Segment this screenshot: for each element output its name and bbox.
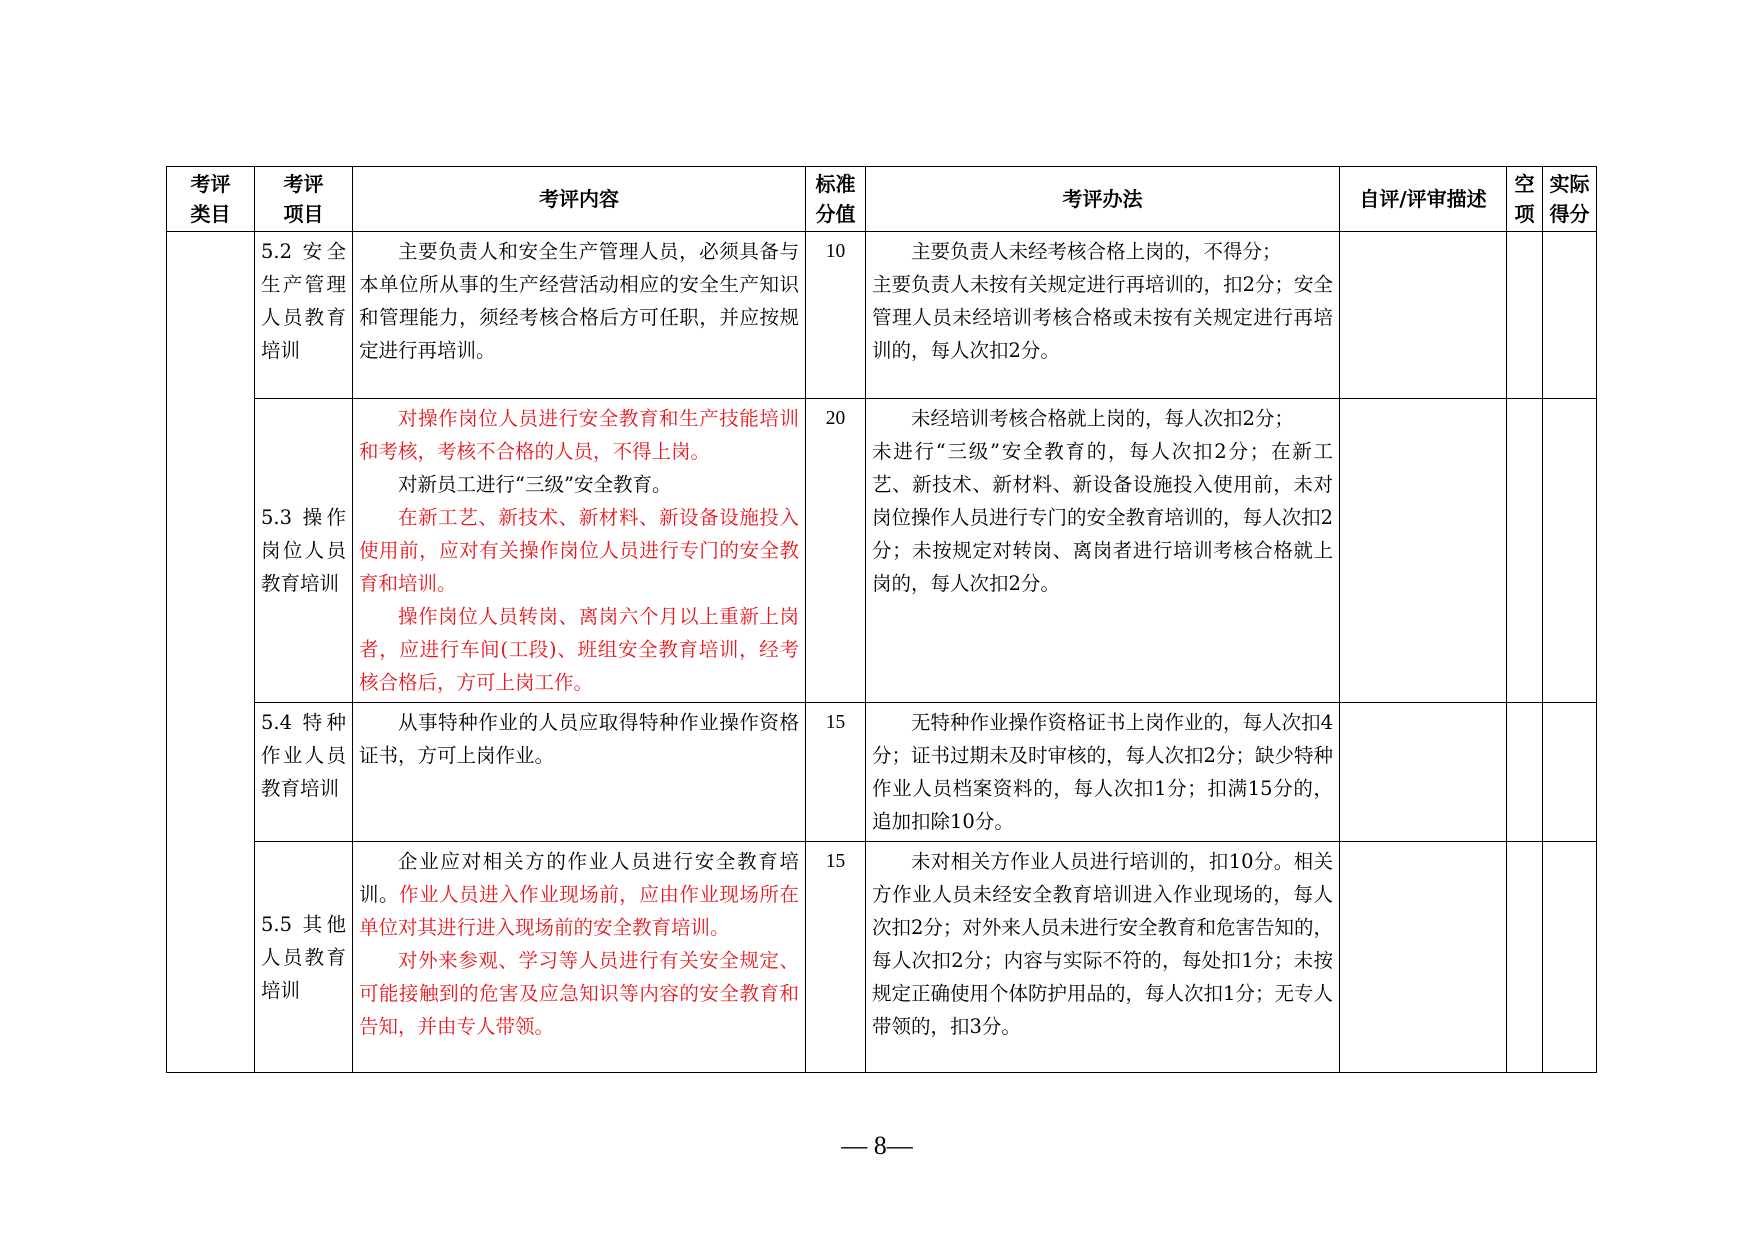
- item-cell: 5.4 特种作业人员教育培训: [255, 703, 353, 842]
- method-paragraph: 主要负责人未经考核合格上岗的，不得分；: [911, 240, 1282, 263]
- method-cell: [866, 399, 1340, 703]
- self-review-cell[interactable]: [1340, 842, 1507, 1073]
- blank-cell[interactable]: [1507, 842, 1543, 1073]
- header-self-review: 自评/评审描述: [1340, 167, 1507, 232]
- header-item: 考评 项目: [255, 167, 353, 232]
- header-blank: 空 项: [1507, 167, 1543, 232]
- content-paragraph: 对外来参观、学习等人员进行有关安全规定、可能接触到的危害及应急知识等内容的安全教育和告知，并由专人带领。: [359, 949, 799, 1038]
- content-cell: [353, 703, 806, 842]
- method-paragraph: 未进行“三级”安全教育的，每人次扣2分；在新工艺、新技术、新材料、新设备设施投入使用前，未对岗位操作人员进行专门的安全教育培训的，每人次扣2分；未按规定对转岗、离岗者进行培训考核合格就上岗的，每人次扣2分。: [872, 440, 1333, 595]
- content-paragraph: 操作岗位人员转岗、离岗六个月以上重新上岗者，应进行车间(工段)、班组安全教育培训，经考核合格后，方可上岗工作。: [359, 605, 799, 694]
- actual-score-cell[interactable]: [1543, 842, 1597, 1073]
- method-cell: [866, 232, 1340, 399]
- score-cell: 15: [806, 703, 866, 842]
- content-paragraph: 对操作岗位人员进行安全教育和生产技能培训和考核，考核不合格的人员，不得上岗。: [359, 407, 799, 463]
- content-text: 企业应对相关方的作业人员进行安全教育培训。: [359, 850, 799, 906]
- table-header-row: [167, 167, 1597, 232]
- self-review-cell[interactable]: [1340, 232, 1507, 399]
- content-paragraph: 对新员工进行“三级”安全教育。: [398, 473, 672, 496]
- content-cell: [353, 399, 806, 703]
- content-text-highlight: 作业人员进入作业现场前，应由作业现场所在单位对其进行进入现场前的安全教育培训。: [359, 883, 799, 939]
- blank-cell[interactable]: [1507, 703, 1543, 842]
- actual-score-cell[interactable]: [1543, 703, 1597, 842]
- score-cell: 10: [806, 232, 866, 399]
- table-row: [167, 232, 1597, 399]
- category-cell: [167, 232, 255, 1073]
- evaluation-table: [166, 166, 1597, 1073]
- method-paragraph: 主要负责人未按有关规定进行再培训的，扣2分；安全管理人员未经培训考核合格或未按有关规定进行再培训的，每人次扣2分。: [872, 273, 1333, 362]
- method-paragraph: 未对相关方作业人员进行培训的，扣10分。相关方作业人员未经安全教育培训进入作业现场的，每人次扣2分；对外来人员未进行安全教育和危害告知的，每人次扣2分；内容与实际不符的，每处扣1分；未按规定正确使用个体防护用品的，每人次扣1分；无专人带领的，扣3分。: [872, 850, 1333, 1038]
- header-category: 考评 类目: [167, 167, 255, 232]
- content-cell: [353, 842, 806, 1073]
- method-paragraph: 未经培训考核合格就上岗的，每人次扣2分；: [911, 407, 1294, 430]
- content-paragraph: [359, 845, 799, 944]
- item-cell: 5.3 操作岗位人员教育培训: [255, 399, 353, 703]
- method-cell: [866, 703, 1340, 842]
- method-cell: [866, 842, 1340, 1073]
- header-actual-score: 实际 得分: [1543, 167, 1597, 232]
- table-row: [167, 842, 1597, 1073]
- self-review-cell[interactable]: [1340, 703, 1507, 842]
- content-paragraph: 从事特种作业的人员应取得特种作业操作资格证书，方可上岗作业。: [359, 711, 799, 767]
- self-review-cell[interactable]: [1340, 399, 1507, 703]
- table-row: [167, 399, 1597, 703]
- item-cell: 5.5 其他人员教育培训: [255, 842, 353, 1073]
- actual-score-cell[interactable]: [1543, 232, 1597, 399]
- score-cell: 20: [806, 399, 866, 703]
- score-cell: 15: [806, 842, 866, 1073]
- content-paragraph: 在新工艺、新技术、新材料、新设备设施投入使用前，应对有关操作岗位人员进行专门的安全教育和培训。: [359, 506, 799, 595]
- blank-cell[interactable]: [1507, 232, 1543, 399]
- header-method: 考评办法: [866, 167, 1340, 232]
- evaluation-sheet: [166, 166, 1596, 1073]
- page-number: — 8—: [841, 1131, 913, 1160]
- table-row: [167, 703, 1597, 842]
- item-cell: 5.2 安全生产管理人员教育培训: [255, 232, 353, 399]
- actual-score-cell[interactable]: [1543, 399, 1597, 703]
- content-paragraph: 主要负责人和安全生产管理人员，必须具备与本单位所从事的生产经营活动相应的安全生产知识和管理能力，须经考核合格后方可任职，并应按规定进行再培训。: [359, 240, 799, 362]
- header-score: 标准 分值: [806, 167, 866, 232]
- method-paragraph: 无特种作业操作资格证书上岗作业的，每人次扣4分；证书过期未及时审核的，每人次扣2分；缺少特种作业人员档案资料的，每人次扣1分；扣满15分的，追加扣除10分。: [872, 711, 1333, 833]
- blank-cell[interactable]: [1507, 399, 1543, 703]
- header-content: 考评内容: [353, 167, 806, 232]
- content-cell: [353, 232, 806, 399]
